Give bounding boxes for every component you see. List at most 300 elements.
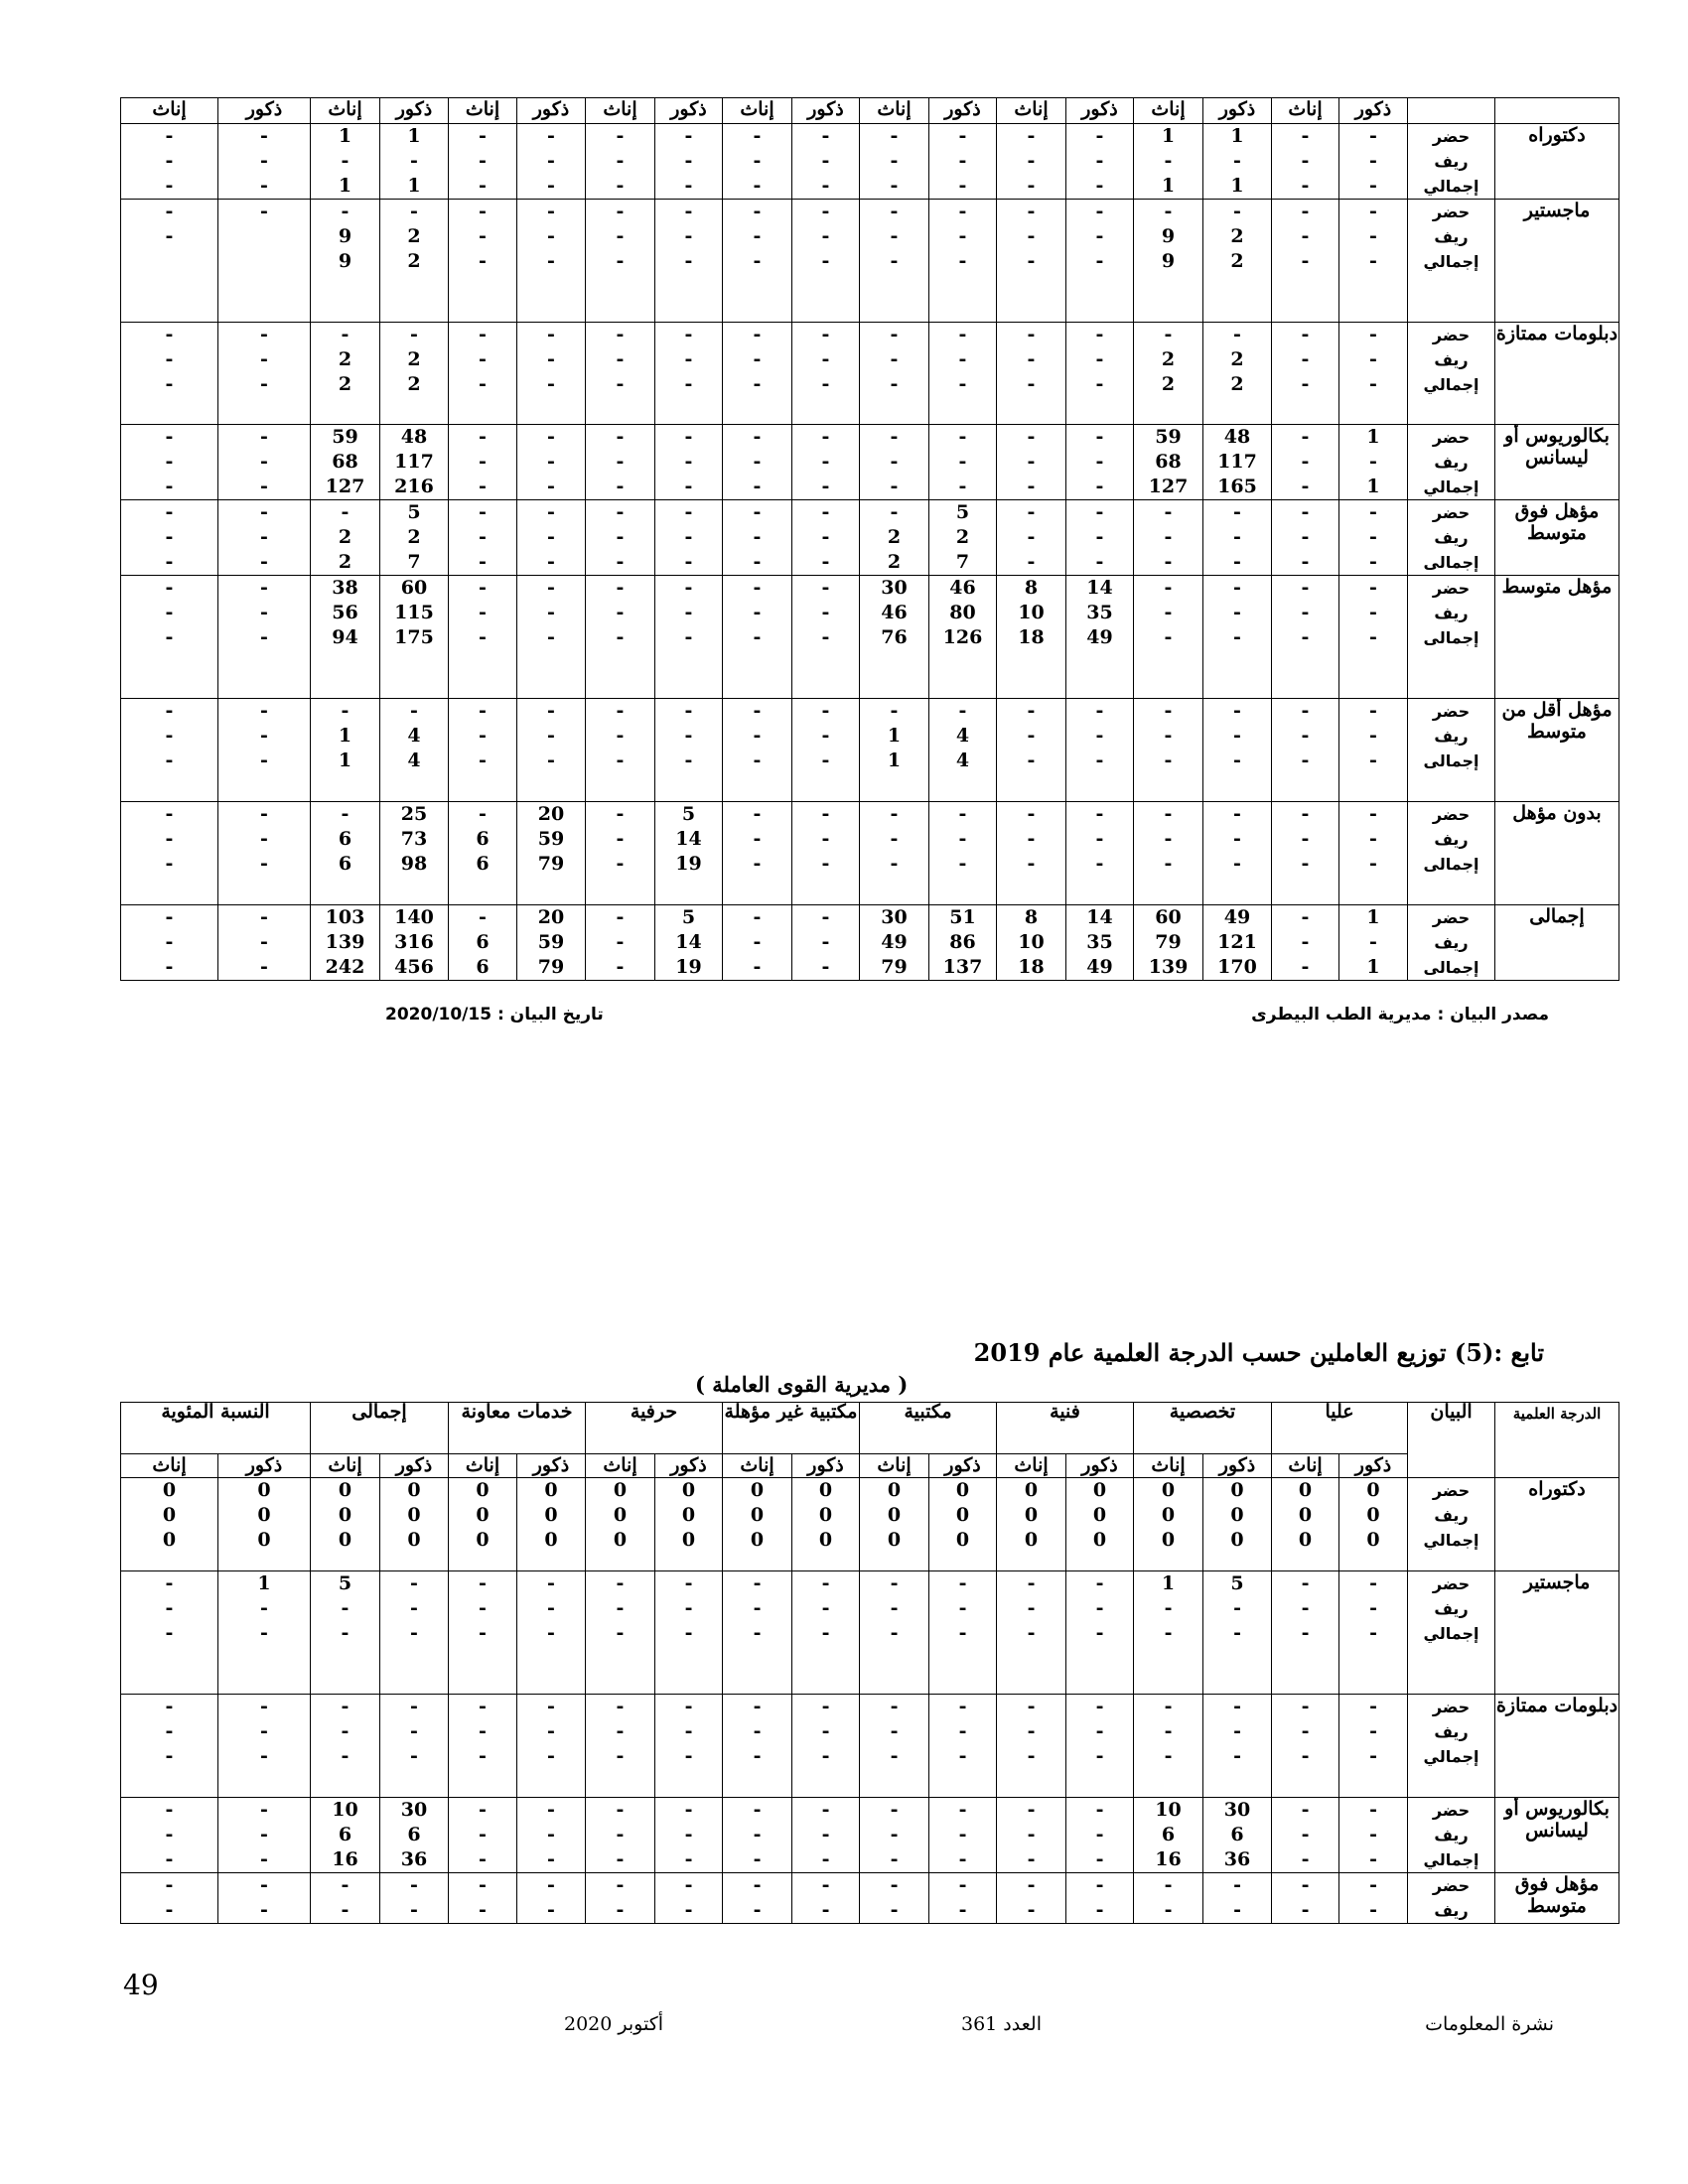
cell-value: - xyxy=(821,828,830,850)
cell-value: - xyxy=(547,451,555,473)
bayan-label: إجمالي xyxy=(1423,1747,1479,1766)
bayan-label: إجمالي xyxy=(1423,252,1479,271)
cell-value: - xyxy=(958,1848,967,1870)
value-cell xyxy=(860,1873,929,1924)
cell-value: - xyxy=(616,1696,625,1717)
value-cell xyxy=(723,500,792,576)
value-cell xyxy=(792,576,860,699)
value-cell xyxy=(860,1798,929,1873)
value-cell xyxy=(1203,1695,1272,1798)
cell-value: - xyxy=(1233,150,1241,172)
value-cell xyxy=(860,576,929,699)
cell-value: - xyxy=(165,931,174,953)
cell-value: - xyxy=(260,1799,268,1821)
value-cell xyxy=(380,1798,449,1873)
header-cell: ذكور xyxy=(655,1454,723,1478)
cell-value: - xyxy=(1369,451,1377,473)
cell-value: - xyxy=(958,1899,967,1921)
value-cell xyxy=(1134,1798,1203,1873)
cell-value: - xyxy=(1233,526,1241,548)
value-cell xyxy=(586,699,655,802)
degree-label: بكالوريوس أو ليسانس xyxy=(1495,1798,1619,1873)
cell-value: - xyxy=(341,1622,350,1644)
bayan-label: ريف xyxy=(1434,604,1469,622)
value-cell xyxy=(997,1571,1066,1695)
value-cell xyxy=(860,1478,929,1571)
cell-value: 60 xyxy=(400,577,428,599)
value-cell xyxy=(311,425,380,500)
cell-value: - xyxy=(616,1899,625,1921)
cell-value: - xyxy=(684,150,693,172)
cell-value: - xyxy=(890,1799,899,1821)
cell-value: 0 xyxy=(1230,1479,1244,1501)
cell-value: 0 xyxy=(1366,1479,1380,1501)
cell-value: 51 xyxy=(949,906,976,928)
col-group-total: إجمالى xyxy=(311,1403,449,1454)
cell-value: - xyxy=(1164,1874,1173,1896)
value-cell xyxy=(792,500,860,576)
cell-value: - xyxy=(958,700,967,722)
cell-value: 30 xyxy=(400,1799,428,1821)
value-cell xyxy=(586,1571,655,1695)
cell-value: - xyxy=(479,526,487,548)
cell-value: - xyxy=(1233,577,1241,599)
cell-value: 6 xyxy=(338,1824,352,1845)
cell-value: 18 xyxy=(1018,956,1045,978)
value-cell xyxy=(723,1873,792,1924)
cell-value: - xyxy=(479,1874,487,1896)
col-degree-header: الدرجة العلمية xyxy=(1495,1403,1619,1478)
cell-value: - xyxy=(616,1572,625,1594)
value-cell xyxy=(586,124,655,200)
cell-value: - xyxy=(1301,577,1310,599)
cell-value: - xyxy=(616,426,625,448)
cell-value: 121 xyxy=(1217,931,1257,953)
value-cell xyxy=(1203,500,1272,576)
bayan-cell xyxy=(1408,905,1495,981)
degree-group-row xyxy=(121,500,1619,576)
header-cell: إناث xyxy=(1134,1454,1203,1478)
cell-value: - xyxy=(1027,1899,1036,1921)
cell-value: 19 xyxy=(675,956,702,978)
cell-value: - xyxy=(547,577,555,599)
cell-value: - xyxy=(616,324,625,345)
header-cell: إناث xyxy=(723,1454,792,1478)
cell-value: 0 xyxy=(544,1529,558,1551)
cell-value: 9 xyxy=(338,250,352,272)
cell-value: - xyxy=(821,602,830,623)
bayan-label: حضر xyxy=(1432,1574,1471,1593)
value-cell xyxy=(218,1695,311,1798)
cell-value: - xyxy=(1027,828,1036,850)
cell-value: - xyxy=(479,373,487,395)
cell-value: - xyxy=(479,501,487,523)
cell-value: - xyxy=(1369,125,1377,147)
cell-value: 2 xyxy=(887,526,902,548)
cell-value: - xyxy=(821,551,830,573)
cell-value: - xyxy=(958,803,967,825)
value-cell xyxy=(655,905,723,981)
cell-value: - xyxy=(260,602,268,623)
cell-value: - xyxy=(479,1745,487,1767)
value-cell xyxy=(929,323,997,425)
cell-value: - xyxy=(616,1799,625,1821)
cell-value: - xyxy=(1027,150,1036,172)
cell-value: 1 xyxy=(338,750,352,771)
cell-value: - xyxy=(165,201,174,222)
col-group-technical: فنية xyxy=(997,1403,1134,1454)
cell-value: - xyxy=(821,201,830,222)
cell-value: 4 xyxy=(955,750,970,771)
cell-value: 0 xyxy=(1230,1529,1244,1551)
cell-value: 46 xyxy=(949,577,976,599)
cell-value: - xyxy=(1095,725,1104,747)
cell-value: - xyxy=(260,1622,268,1644)
cell-value: - xyxy=(165,1848,174,1870)
value-cell xyxy=(380,1571,449,1695)
cell-value: - xyxy=(821,1799,830,1821)
cell-value: - xyxy=(1027,700,1036,722)
cell-value: 1 xyxy=(1366,476,1380,497)
cell-value: 9 xyxy=(1161,225,1176,247)
value-cell xyxy=(311,124,380,200)
cell-value: - xyxy=(165,175,174,197)
cell-value: - xyxy=(479,476,487,497)
cell-value: - xyxy=(890,803,899,825)
cell-value: - xyxy=(341,1899,350,1921)
degree-label: مؤهل متوسط xyxy=(1495,576,1619,699)
value-cell xyxy=(218,1571,311,1695)
cell-value: - xyxy=(890,201,899,222)
cell-value: - xyxy=(547,476,555,497)
cell-value: - xyxy=(547,1799,555,1821)
cell-value: - xyxy=(753,373,762,395)
cell-value: - xyxy=(1095,1874,1104,1896)
cell-value: - xyxy=(958,324,967,345)
cell-value: 14 xyxy=(675,931,702,953)
cell-value: - xyxy=(1027,526,1036,548)
value-cell xyxy=(1339,699,1408,802)
value-cell xyxy=(723,905,792,981)
col-group-unqualified-clerical: مكتبية غير مؤهلة xyxy=(723,1403,860,1454)
cell-value: 0 xyxy=(1161,1479,1176,1501)
cell-value: - xyxy=(1369,201,1377,222)
value-cell xyxy=(723,699,792,802)
degree-group-row xyxy=(121,124,1619,200)
cell-value: 0 xyxy=(1024,1504,1039,1526)
cell-value: - xyxy=(890,348,899,370)
bayan-cell xyxy=(1408,425,1495,500)
cell-value: - xyxy=(1369,1720,1377,1742)
value-cell xyxy=(218,425,311,500)
cell-value: 0 xyxy=(544,1479,558,1501)
cell-value: - xyxy=(958,853,967,875)
value-cell xyxy=(517,905,586,981)
bayan-label: إجمالى xyxy=(1423,855,1479,874)
cell-value: 0 xyxy=(1161,1504,1176,1526)
cell-value: 117 xyxy=(394,451,434,473)
value-cell xyxy=(311,576,380,699)
cell-value: - xyxy=(1301,931,1310,953)
cell-value: - xyxy=(821,426,830,448)
cell-value: 0 xyxy=(1366,1504,1380,1526)
cell-value: 1 xyxy=(887,750,902,771)
value-cell xyxy=(517,1695,586,1798)
cell-value: - xyxy=(165,803,174,825)
cell-value: 48 xyxy=(400,426,428,448)
value-cell xyxy=(311,1873,380,1924)
header-cell: إناث xyxy=(723,98,792,124)
cell-value: - xyxy=(1369,1745,1377,1767)
value-cell xyxy=(121,200,218,323)
cell-value: - xyxy=(341,1597,350,1619)
cell-value: - xyxy=(341,803,350,825)
cell-value: - xyxy=(1301,526,1310,548)
col-group-clerical: مكتبية xyxy=(860,1403,997,1454)
cell-value: - xyxy=(1233,803,1241,825)
cell-value: - xyxy=(1164,1745,1173,1767)
value-cell xyxy=(517,576,586,699)
cell-value: - xyxy=(260,750,268,771)
cell-value: - xyxy=(479,1899,487,1921)
cell-value: - xyxy=(890,1899,899,1921)
cell-value: - xyxy=(1233,700,1241,722)
cell-value: - xyxy=(165,1824,174,1845)
cell-value: 79 xyxy=(537,956,565,978)
cell-value: - xyxy=(410,1572,418,1594)
cell-value: - xyxy=(616,451,625,473)
cell-value: 103 xyxy=(325,906,365,928)
cell-value: 35 xyxy=(1086,931,1113,953)
value-cell xyxy=(655,425,723,500)
cell-value: - xyxy=(890,426,899,448)
bayan-label: حضر xyxy=(1432,203,1471,221)
value-cell xyxy=(723,1571,792,1695)
cell-value: - xyxy=(753,906,762,928)
cell-value: - xyxy=(753,1799,762,1821)
value-cell xyxy=(121,905,218,981)
cell-value: - xyxy=(1095,175,1104,197)
col-group-specialist: تخصصية xyxy=(1134,1403,1272,1454)
cell-value: 139 xyxy=(325,931,365,953)
cell-value: - xyxy=(890,1572,899,1594)
cell-value: - xyxy=(410,1622,418,1644)
value-cell xyxy=(218,1798,311,1873)
value-cell xyxy=(121,1873,218,1924)
cell-value: 1 xyxy=(887,725,902,747)
cell-value: - xyxy=(616,250,625,272)
degree-label: ماجستير xyxy=(1495,1571,1619,1695)
value-cell xyxy=(218,200,311,323)
cell-value: 79 xyxy=(537,853,565,875)
cell-value: - xyxy=(410,150,418,172)
header-cell: ذكور xyxy=(929,1454,997,1478)
cell-value: - xyxy=(616,225,625,247)
cell-value: 56 xyxy=(332,602,358,623)
cell-value: - xyxy=(1301,1720,1310,1742)
cell-value: - xyxy=(753,551,762,573)
cell-value: - xyxy=(821,1874,830,1896)
degree-group-row xyxy=(121,200,1619,323)
cell-value: - xyxy=(1369,1824,1377,1845)
cell-value: 8 xyxy=(1024,906,1039,928)
cell-value: - xyxy=(616,1597,625,1619)
value-cell xyxy=(1134,1695,1203,1798)
cell-value: - xyxy=(479,348,487,370)
cell-value: - xyxy=(1369,373,1377,395)
value-cell xyxy=(997,1873,1066,1924)
cell-value: - xyxy=(341,501,350,523)
value-cell xyxy=(586,1798,655,1873)
cell-value: 0 xyxy=(681,1479,696,1501)
cell-value: 0 xyxy=(818,1529,833,1551)
cell-value: 0 xyxy=(887,1529,902,1551)
cell-value: - xyxy=(1301,373,1310,395)
cell-value: - xyxy=(821,250,830,272)
value-cell xyxy=(1203,200,1272,323)
bayan-label: ريف xyxy=(1434,152,1469,171)
cell-value: - xyxy=(260,526,268,548)
cell-value: - xyxy=(1301,956,1310,978)
value-cell xyxy=(311,905,380,981)
cell-value: - xyxy=(821,373,830,395)
cell-value: - xyxy=(890,700,899,722)
cell-value: - xyxy=(821,906,830,928)
cell-value: - xyxy=(1301,1899,1310,1921)
cell-value: - xyxy=(1233,1745,1241,1767)
cell-value: - xyxy=(684,725,693,747)
cell-value: - xyxy=(684,250,693,272)
value-cell xyxy=(1066,1798,1134,1873)
value-cell xyxy=(1339,1798,1408,1873)
cell-value: 2 xyxy=(338,348,352,370)
cell-value: - xyxy=(1095,250,1104,272)
value-cell xyxy=(586,576,655,699)
value-cell xyxy=(860,425,929,500)
cell-value: - xyxy=(547,175,555,197)
cell-value: - xyxy=(1369,1874,1377,1896)
cell-value: - xyxy=(958,125,967,147)
degree-group-row xyxy=(121,1478,1619,1571)
cell-value: 0 xyxy=(613,1529,628,1551)
cell-value: - xyxy=(821,750,830,771)
cell-value: 0 xyxy=(613,1504,628,1526)
cell-value: - xyxy=(1027,1696,1036,1717)
value-cell xyxy=(929,124,997,200)
cell-value: 0 xyxy=(162,1529,177,1551)
degree-group-row xyxy=(121,425,1619,500)
cell-value: 1 xyxy=(1230,125,1244,147)
cell-value: 0 xyxy=(613,1479,628,1501)
cell-value: - xyxy=(547,373,555,395)
value-cell xyxy=(1134,905,1203,981)
cell-value: - xyxy=(1301,1824,1310,1845)
value-cell xyxy=(997,1695,1066,1798)
cell-value: 18 xyxy=(1018,626,1045,648)
header-cell: ذكور xyxy=(517,98,586,124)
cell-value: - xyxy=(1164,1696,1173,1717)
cell-value: 38 xyxy=(332,577,358,599)
value-cell xyxy=(449,124,517,200)
cell-value: - xyxy=(1301,1622,1310,1644)
cell-value: - xyxy=(547,348,555,370)
value-cell xyxy=(121,323,218,425)
cell-value: - xyxy=(753,451,762,473)
bayan-cell xyxy=(1408,1571,1495,1695)
cell-value: - xyxy=(1095,1720,1104,1742)
cell-value: - xyxy=(1301,324,1310,345)
cell-value: - xyxy=(1301,906,1310,928)
value-cell xyxy=(1134,1873,1203,1924)
cell-value: - xyxy=(1095,1597,1104,1619)
value-cell xyxy=(997,124,1066,200)
value-cell xyxy=(449,802,517,905)
cell-value: - xyxy=(684,201,693,222)
degree-group-row xyxy=(121,576,1619,699)
cell-value: - xyxy=(1164,602,1173,623)
value-cell xyxy=(1339,124,1408,200)
cell-value: - xyxy=(616,956,625,978)
cell-value: 6 xyxy=(476,853,490,875)
cell-value: - xyxy=(547,1622,555,1644)
header-cell: ذكور xyxy=(218,1454,311,1478)
cell-value: - xyxy=(260,324,268,345)
cell-value: - xyxy=(165,1745,174,1767)
value-cell xyxy=(380,200,449,323)
value-cell xyxy=(1339,1571,1408,1695)
cell-value: - xyxy=(260,906,268,928)
cell-value: 0 xyxy=(1092,1479,1107,1501)
value-cell xyxy=(792,200,860,323)
value-cell xyxy=(517,323,586,425)
cell-value: 117 xyxy=(1217,451,1257,473)
cell-value: - xyxy=(1301,175,1310,197)
cell-value: 140 xyxy=(394,906,434,928)
cell-value: 49 xyxy=(1086,626,1113,648)
cell-value: - xyxy=(1027,1720,1036,1742)
cell-value: - xyxy=(1027,348,1036,370)
cell-value: - xyxy=(753,201,762,222)
value-cell xyxy=(1203,576,1272,699)
bayan-label: إجمالي xyxy=(1423,1624,1479,1643)
cell-value: - xyxy=(260,373,268,395)
value-cell xyxy=(449,1571,517,1695)
value-cell xyxy=(929,576,997,699)
cell-value: - xyxy=(479,700,487,722)
value-cell xyxy=(311,1478,380,1571)
value-cell xyxy=(449,576,517,699)
cell-value: - xyxy=(890,501,899,523)
cell-value: - xyxy=(341,201,350,222)
bayan-cell xyxy=(1408,200,1495,323)
bayan-label: ريف xyxy=(1434,227,1469,246)
cell-value: - xyxy=(1369,577,1377,599)
cell-value: - xyxy=(890,1745,899,1767)
cell-value: 2 xyxy=(1161,348,1176,370)
cell-value: - xyxy=(1369,250,1377,272)
cell-value: - xyxy=(410,201,418,222)
cell-value: - xyxy=(547,125,555,147)
cell-value: - xyxy=(958,1622,967,1644)
bayan-label: حضر xyxy=(1432,805,1471,824)
cell-value: 0 xyxy=(955,1504,970,1526)
cell-value: 5 xyxy=(407,501,421,523)
value-cell xyxy=(1066,576,1134,699)
cell-value: - xyxy=(890,853,899,875)
value-cell xyxy=(1203,1798,1272,1873)
bayan-label: حضر xyxy=(1432,1801,1471,1820)
cell-value: - xyxy=(260,1745,268,1767)
